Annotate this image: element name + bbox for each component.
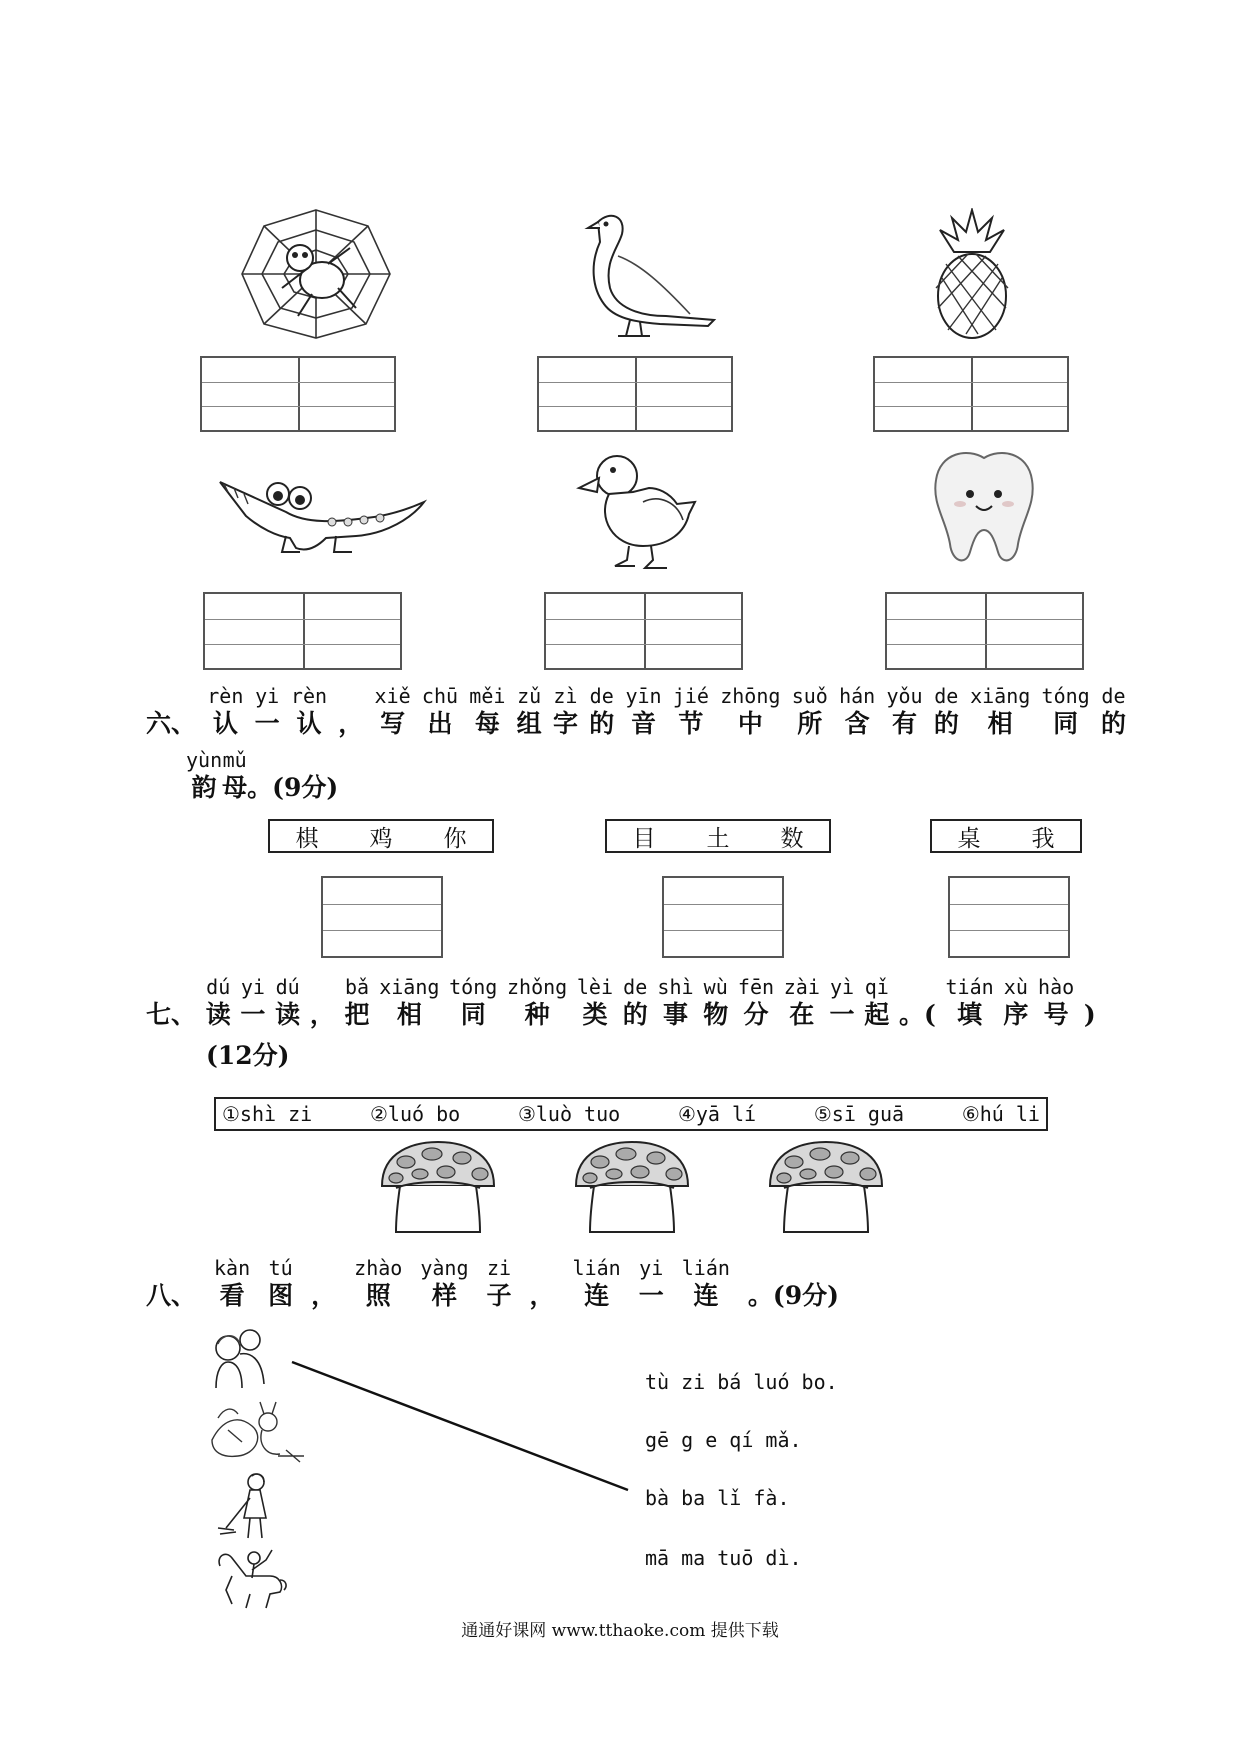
ruby-char xyxy=(375,684,411,740)
heading-punct: ， xyxy=(338,709,364,738)
char-group-1-char: 鸡 xyxy=(369,825,393,852)
hanzi: 照 xyxy=(365,1281,391,1310)
pinyin: yì xyxy=(830,975,855,999)
pinyin: zài xyxy=(783,975,820,999)
ruby-char xyxy=(864,975,889,1031)
section-8-heading xyxy=(146,1256,839,1312)
phrase-brother-horse[interactable]: gē g e qí mǎ. xyxy=(645,1428,802,1452)
pinyin: yàng xyxy=(420,1256,469,1280)
writing-grid-spider[interactable] xyxy=(200,356,396,432)
pinyin: xiě xyxy=(374,684,411,708)
hanzi: 子 xyxy=(486,1281,512,1310)
hanzi: 含 xyxy=(844,709,870,738)
hanzi: 一 xyxy=(254,709,280,738)
ruby-char xyxy=(449,975,497,1031)
pinyin: yǒu xyxy=(886,684,923,708)
options-bar xyxy=(214,1097,1048,1131)
ruby-char xyxy=(573,1256,621,1312)
ruby-char xyxy=(784,975,820,1031)
hanzi: 读 xyxy=(205,1000,231,1029)
ruby-char xyxy=(738,975,774,1031)
option-item: ⑤sī guā xyxy=(813,1102,905,1126)
pinyin: de xyxy=(589,684,614,708)
ruby-char xyxy=(275,975,300,1031)
pinyin: zǔ xyxy=(517,684,542,708)
section-7-score: (12分) xyxy=(206,1041,290,1070)
char-group-2-char: 数 xyxy=(780,825,804,852)
ruby-char xyxy=(625,684,661,740)
pinyin: jié xyxy=(672,684,709,708)
pigeon-image xyxy=(570,208,718,338)
page-footer: 通通好课网 www.tthaoke.com 提供下载 xyxy=(461,1621,779,1641)
pinyin: de xyxy=(623,975,648,999)
hanzi: 每 xyxy=(474,709,500,738)
tooth-image xyxy=(930,448,1038,570)
pinyin: hán xyxy=(839,684,876,708)
option-item: ④yā lí xyxy=(677,1102,757,1126)
pinyin: de xyxy=(934,684,959,708)
pinyin: lèi xyxy=(576,975,614,999)
ruby-char xyxy=(1038,975,1074,1031)
pinyin: dú xyxy=(206,975,231,999)
pinyin: tóng xyxy=(1041,684,1090,708)
hanzi: 出 xyxy=(427,709,453,738)
ruby-char xyxy=(639,1256,664,1312)
hanzi: 号 xyxy=(1043,1000,1069,1029)
ruby-char xyxy=(345,975,370,1031)
pinyin: de xyxy=(1101,684,1126,708)
pinyin: xù xyxy=(1003,975,1028,999)
char-group-3-char: 桌 xyxy=(957,825,981,852)
hanzi: 所 xyxy=(797,709,823,738)
ruby-char xyxy=(207,684,243,740)
spider-web-image xyxy=(238,208,394,340)
ruby-char xyxy=(507,975,567,1031)
pinyin: yīn xyxy=(625,684,662,708)
ruby-char xyxy=(934,684,959,740)
ruby-char xyxy=(291,684,327,740)
ruby-char xyxy=(422,684,458,740)
hanzi: 相 xyxy=(987,709,1013,738)
hanzi: 一 xyxy=(638,1281,664,1310)
mushroom-answer-box-1[interactable] xyxy=(376,1140,500,1240)
heading-punct: ， xyxy=(529,1281,555,1310)
option-item: ①shì zi xyxy=(222,1102,313,1126)
ruby-char xyxy=(268,1256,293,1312)
hanzi: 物 xyxy=(703,1000,729,1029)
hanzi: 组 xyxy=(516,709,542,738)
pinyin: hào xyxy=(1038,975,1075,999)
pinyin: suǒ xyxy=(791,684,828,708)
ruby-char xyxy=(945,975,993,1031)
final-answer-grid-2[interactable] xyxy=(662,876,784,958)
hanzi: 写 xyxy=(380,709,406,738)
hanzi: 一 xyxy=(240,1000,266,1029)
ruby-char xyxy=(206,975,231,1031)
hanzi: 种 xyxy=(524,1000,550,1029)
heading-punct: 。(9分) xyxy=(747,1281,839,1310)
pinyin: měi xyxy=(469,684,506,708)
pinyin: qǐ xyxy=(864,975,889,999)
final-answer-grid-1[interactable] xyxy=(321,876,443,958)
ruby-char xyxy=(720,684,780,740)
mother-mopping-image xyxy=(216,1472,280,1544)
pinyin: yùn xyxy=(186,748,223,772)
writing-grid-pigeon[interactable] xyxy=(537,356,733,432)
pinyin: bǎ xyxy=(344,975,370,999)
pinyin: wù xyxy=(703,975,728,999)
ruby-char xyxy=(1003,975,1028,1031)
ruby-char xyxy=(1101,684,1126,740)
ruby-char xyxy=(214,1256,250,1312)
ruby-char xyxy=(1042,684,1090,740)
hanzi: 样 xyxy=(431,1281,457,1310)
pinyin: xiāng xyxy=(379,975,440,999)
pinyin: fēn xyxy=(737,975,775,999)
phrase-rabbit[interactable]: tù zi bá luó bo. xyxy=(645,1370,838,1394)
ruby-char xyxy=(469,684,505,740)
hanzi: 认 xyxy=(212,709,238,738)
ruby-char xyxy=(517,684,542,740)
ruby-char xyxy=(553,684,578,740)
hanzi: 连 xyxy=(693,1281,719,1310)
pinyin: zi xyxy=(486,1256,512,1280)
char-group-1-char: 你 xyxy=(443,825,467,852)
pinyin: mǔ xyxy=(222,748,247,772)
ruby-char xyxy=(577,975,613,1031)
mushroom-answer-box-2[interactable] xyxy=(570,1140,694,1240)
writing-grid-tooth[interactable] xyxy=(885,592,1084,670)
pinyin: kàn xyxy=(214,1256,251,1280)
hanzi: 节 xyxy=(678,709,704,738)
hanzi: 分 xyxy=(743,1000,769,1029)
writing-grid-crocodile[interactable] xyxy=(203,592,402,670)
final-answer-grid-3[interactable] xyxy=(948,876,1070,958)
hanzi: 的 xyxy=(933,709,959,738)
hanzi: 连 xyxy=(584,1281,610,1310)
char-group-3-char: 我 xyxy=(1031,825,1055,852)
hanzi: 看 xyxy=(219,1281,245,1310)
ruby-char xyxy=(682,1256,730,1312)
hanzi: 母 xyxy=(222,773,248,802)
hanzi: 的 xyxy=(622,1000,648,1029)
ruby-char xyxy=(240,975,265,1031)
section-7-heading xyxy=(146,975,1096,1031)
section-6-heading xyxy=(146,684,1126,740)
mushroom-answer-box-3[interactable] xyxy=(764,1140,888,1240)
option-item: ②luó bo xyxy=(369,1102,461,1126)
hanzi: 填 xyxy=(957,1000,983,1029)
hanzi: 同 xyxy=(460,1000,486,1029)
ruby-char xyxy=(623,975,648,1031)
pinyin: xiāng xyxy=(970,684,1031,708)
heading-punct: ， xyxy=(309,1000,335,1029)
pinyin: zì xyxy=(553,684,578,708)
pinyin: chū xyxy=(421,684,459,708)
option-item: ⑥hú li xyxy=(961,1102,1040,1126)
ruby-char xyxy=(420,1256,468,1312)
pinyin: shì xyxy=(657,975,694,999)
hanzi: 起 xyxy=(864,1000,890,1029)
char-group-2-char: 土 xyxy=(706,825,730,852)
pineapple-image xyxy=(932,208,1012,340)
phrase-father-haircut[interactable]: bà ba lǐ fà. xyxy=(645,1486,790,1510)
pinyin: rèn xyxy=(290,684,328,708)
ruby-char xyxy=(792,684,828,740)
hanzi: 中 xyxy=(737,709,763,738)
char-group-2-char: 目 xyxy=(632,825,656,852)
ruby-char xyxy=(657,975,693,1031)
hanzi: 的 xyxy=(589,709,615,738)
hanzi: 在 xyxy=(789,1000,815,1029)
heading-punct: 八、 xyxy=(146,1281,197,1310)
hanzi: 认 xyxy=(296,709,322,738)
heading-punct: ， xyxy=(311,1281,337,1310)
ruby-char xyxy=(886,684,922,740)
section-6-heading-line2 xyxy=(186,748,338,804)
hanzi: 一 xyxy=(829,1000,855,1029)
hanzi: 把 xyxy=(344,1000,370,1029)
pinyin: yi xyxy=(639,1256,664,1280)
hanzi: 的 xyxy=(1100,709,1126,738)
hanzi: 韵 xyxy=(191,773,217,802)
char-group-3 xyxy=(930,819,1082,853)
hanzi: 类 xyxy=(582,1000,608,1029)
heading-punct: ) xyxy=(1083,1000,1096,1029)
ruby-char xyxy=(255,684,280,740)
char-group-1-char: 棋 xyxy=(295,825,319,852)
pinyin: zhǒng xyxy=(506,975,568,999)
pinyin: tú xyxy=(268,1256,293,1280)
writing-grid-pineapple[interactable] xyxy=(873,356,1069,432)
ruby-char xyxy=(487,1256,512,1312)
hanzi: 序 xyxy=(1003,1000,1029,1029)
hanzi: 同 xyxy=(1053,709,1079,738)
pinyin: lián xyxy=(572,1256,621,1280)
ruby-char xyxy=(703,975,728,1031)
pinyin: rèn xyxy=(207,684,244,708)
ruby-char xyxy=(839,684,875,740)
ruby-char xyxy=(222,748,247,804)
crocodile-image xyxy=(216,452,428,558)
pinyin: yi xyxy=(240,975,265,999)
pinyin: lián xyxy=(681,1256,730,1280)
ruby-char xyxy=(830,975,855,1031)
ruby-char xyxy=(970,684,1030,740)
duck-image xyxy=(573,448,699,572)
brother-riding-horse-image xyxy=(206,1546,288,1612)
section-6-score: 。(9分) xyxy=(247,773,339,802)
pinyin: tóng xyxy=(449,975,498,999)
pinyin: zhōng xyxy=(720,684,781,708)
hanzi: 字 xyxy=(552,709,578,738)
hanzi: 读 xyxy=(275,1000,301,1029)
ruby-char xyxy=(589,684,614,740)
hanzi: 相 xyxy=(396,1000,422,1029)
ruby-char xyxy=(379,975,439,1031)
char-group-1 xyxy=(268,819,494,853)
pinyin: dú xyxy=(275,975,300,999)
heading-punct: 。( xyxy=(898,1000,936,1029)
hanzi: 图 xyxy=(268,1281,294,1310)
hanzi: 有 xyxy=(891,709,917,738)
example-connecting-line xyxy=(290,1360,630,1492)
writing-grid-duck[interactable] xyxy=(544,592,743,670)
heading-punct: 七、 xyxy=(146,1000,197,1029)
ruby-char xyxy=(673,684,709,740)
ruby-char xyxy=(354,1256,402,1312)
hanzi: 事 xyxy=(662,1000,688,1029)
ruby-char xyxy=(186,748,222,804)
heading-punct: 六、 xyxy=(146,709,197,738)
char-group-2 xyxy=(605,819,831,853)
option-item: ③luò tuo xyxy=(517,1102,621,1126)
barber-haircut-image xyxy=(206,1324,272,1390)
phrase-mother-mop[interactable]: mā ma tuō dì. xyxy=(645,1546,802,1570)
hanzi: 音 xyxy=(631,709,657,738)
pinyin: yi xyxy=(255,684,280,708)
pinyin: zhào xyxy=(354,1256,403,1280)
pinyin: tián xyxy=(945,975,994,999)
